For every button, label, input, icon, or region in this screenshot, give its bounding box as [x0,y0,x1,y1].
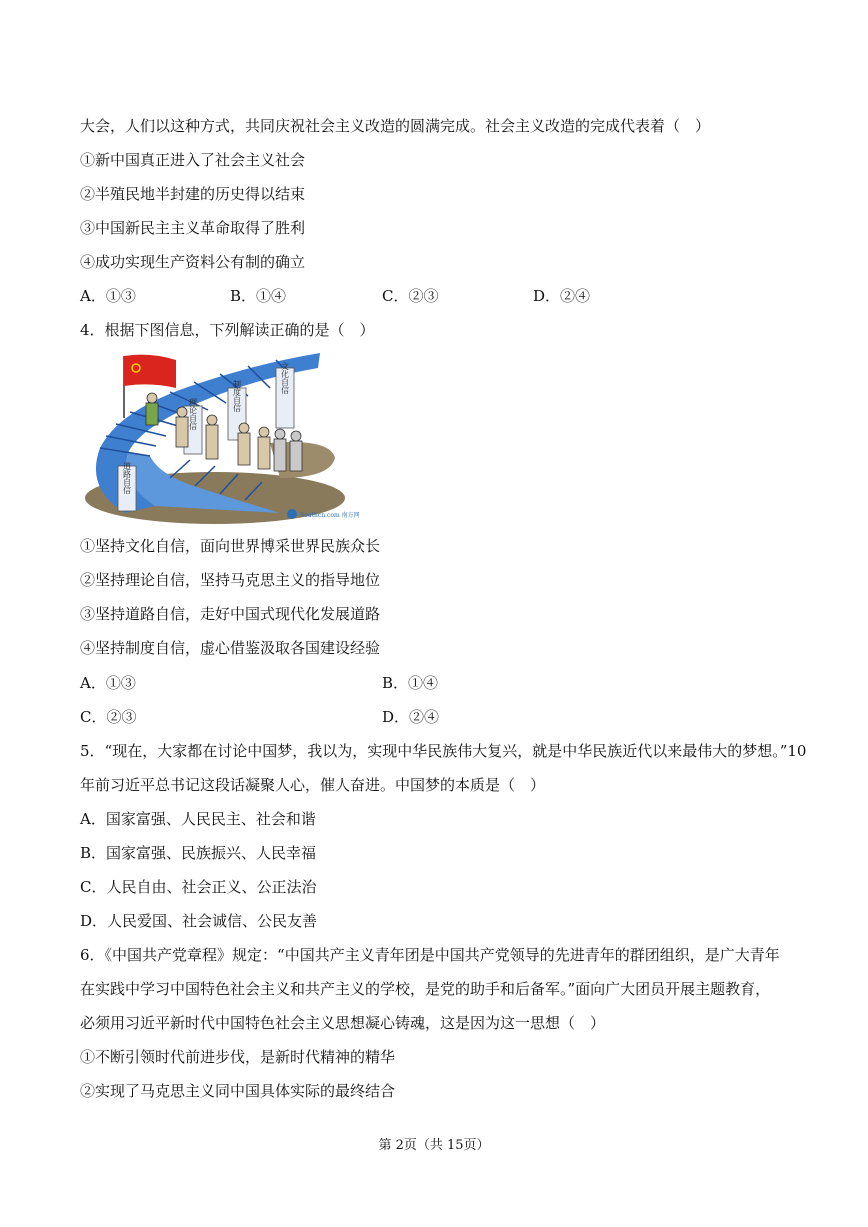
watermark-logo [287,509,297,519]
stairs-illustration-svg [80,348,360,530]
q3-option-d: D．②④ [533,287,591,305]
q3-item-3: ③中国新民主主义革命取得了胜利 [80,219,306,237]
q4-option-d: D．②④ [382,708,440,726]
q3-option-a: A．①③ [80,287,136,305]
q6-stem-line-3: 必须用习近平新时代中国特色社会主义思想凝心铸魂，这是因为这一思想（ ） [80,1014,606,1032]
q3-option-b: B．①④ [230,287,287,305]
q6-item-1: ①不断引领时代前进步伐，是新时代精神的精华 [80,1048,396,1066]
q4-option-a: A．①③ [80,674,136,692]
q5-stem-line-2: 年前习近平总书记这段话凝聚人心，催人奋进。中国梦的本质是（ ） [80,776,546,794]
q3-option-c: C．②③ [382,287,439,305]
leader-head [147,393,157,403]
q3-item-1: ①新中国真正进入了社会主义社会 [80,151,306,169]
q3-item-2: ②半殖民地半封建的历史得以结束 [80,185,306,203]
leader-body [146,403,158,425]
q4-item-2: ②坚持理论自信，坚持马克思主义的指导地位 [80,571,381,589]
q5-option-d: D．人民爱国、社会诚信、公民友善 [80,912,318,930]
q6-stem-line-1: 6．《中国共产党章程》规定：“中国共产主义青年团是中国共产党领导的先进青年的群团组织，是广大青年 [80,946,780,964]
q5-option-b: B．国家富强、民族振兴、人民幸福 [80,844,317,862]
q5-option-c: C．人民自由、社会正义、公正法治 [80,878,317,896]
watermark-text: Southcn.com 南方网 [300,512,360,519]
four-confidences-illustration [80,348,360,530]
q5-stem-line-1: 5．“现在，大家都在讨论中国梦，我以为，实现中华民族伟大复兴，就是中华民族近代以来最伟大的梦想。”10 [80,742,807,760]
q4-option-c: C．②③ [80,708,137,726]
q4-option-b: B．①④ [382,674,439,692]
q6-item-2: ②实现了马克思主义同中国具体实际的最终结合 [80,1082,396,1100]
q4-stem: 4．根据下图信息，下列解读正确的是（ ） [80,321,375,339]
q4-item-3: ③坚持道路自信，走好中国式现代化发展道路 [80,605,381,623]
pillar-culture-label: 文化自信 [280,362,290,394]
q4-item-4: ④坚持制度自信，虚心借鉴汲取各国建设经验 [80,639,381,657]
q5-option-a: A．国家富强、人民民主、社会和谐 [80,810,316,828]
q4-item-1: ①坚持文化自信，面向世界博采世界民族众长 [80,537,381,555]
q6-stem-line-2: 在实践中学习中国特色社会主义和共产主义的学校，是党的助手和后备军。”面向广大团员开展主题教育， [80,980,771,998]
party-flag [124,355,176,388]
q3-item-4: ④成功实现生产资料公有制的确立 [80,253,306,271]
page-footer: 第 2页（共 15页） [378,1138,490,1153]
q3-stem-tail: 大会，人们以这种方式，共同庆祝社会主义改造的圆满完成。社会主义改造的完成代表着（ ） [80,117,711,135]
pillar-theory-label: 理论自信 [188,398,198,430]
pillar-road-label: 道路自信 [122,462,132,494]
pillar-system-label: 制度自信 [232,380,242,412]
